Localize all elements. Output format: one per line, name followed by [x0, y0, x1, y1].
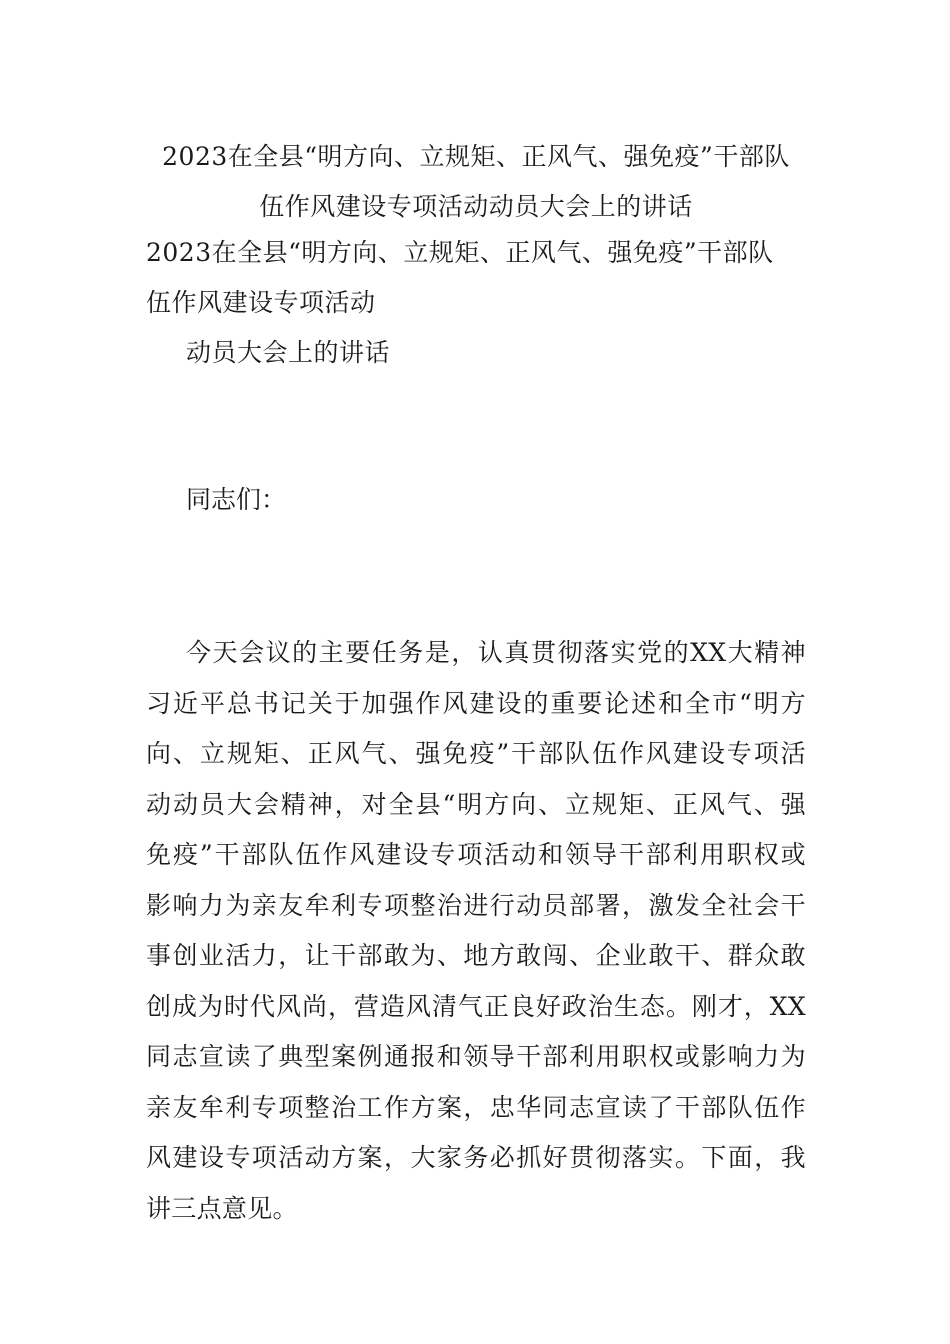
subtitle-line-1: 2023在全县“明方向、立规矩、正风气、强免疫”干部队: [146, 238, 774, 267]
salutation: 同志们：: [186, 485, 287, 514]
subtitle-line-2: 伍作风建设专项活动: [146, 288, 376, 317]
body-line: 事创业活力，让干部敢为、地方敢闯、企业敢干、群众敢: [146, 941, 806, 970]
body-line: 亲友牟利专项整治工作方案，忠华同志宣读了干部队伍作: [146, 1092, 806, 1122]
body-line: 向、立规矩、正风气、强免疫”干部队伍作风建设专项活: [146, 739, 806, 768]
document-title: [146, 132, 806, 232]
body-line: 同志宣读了典型案例通报和领导干部利用职权或影响力为: [146, 1042, 806, 1071]
body-line: 动动员大会精神，对全县“明方向、立规矩、正风气、强: [146, 789, 806, 819]
body-line: 讲三点意见。: [146, 1193, 298, 1223]
body-line: 习近平总书记关于加强作风建设的重要论述和全市“明方: [146, 688, 806, 718]
title-line-2: 伍作风建设专项活动动员大会上的讲话: [259, 192, 693, 221]
title-line-1: 2023在全县“明方向、立规矩、正风气、强免疫”干部队: [162, 142, 790, 171]
subtitle-line-3: 动员大会上的讲话: [186, 338, 391, 367]
body-line: 今天会议的主要任务是，认真贯彻落实党的XX大精神: [186, 638, 806, 667]
document-subtitle: [146, 228, 806, 378]
body-line: 风建设专项活动方案，大家务必抓好贯彻落实。下面，我: [146, 1143, 806, 1172]
body-line: 影响力为亲友牟利专项整治进行动员部署，激发全社会干: [146, 890, 806, 920]
body-line: 免疫”干部队伍作风建设专项活动和领导干部利用职权或: [146, 840, 806, 869]
body-paragraph: [146, 628, 806, 1234]
body-line: 创成为时代风尚，营造风清气正良好政治生态。刚才，XX: [146, 991, 806, 1021]
